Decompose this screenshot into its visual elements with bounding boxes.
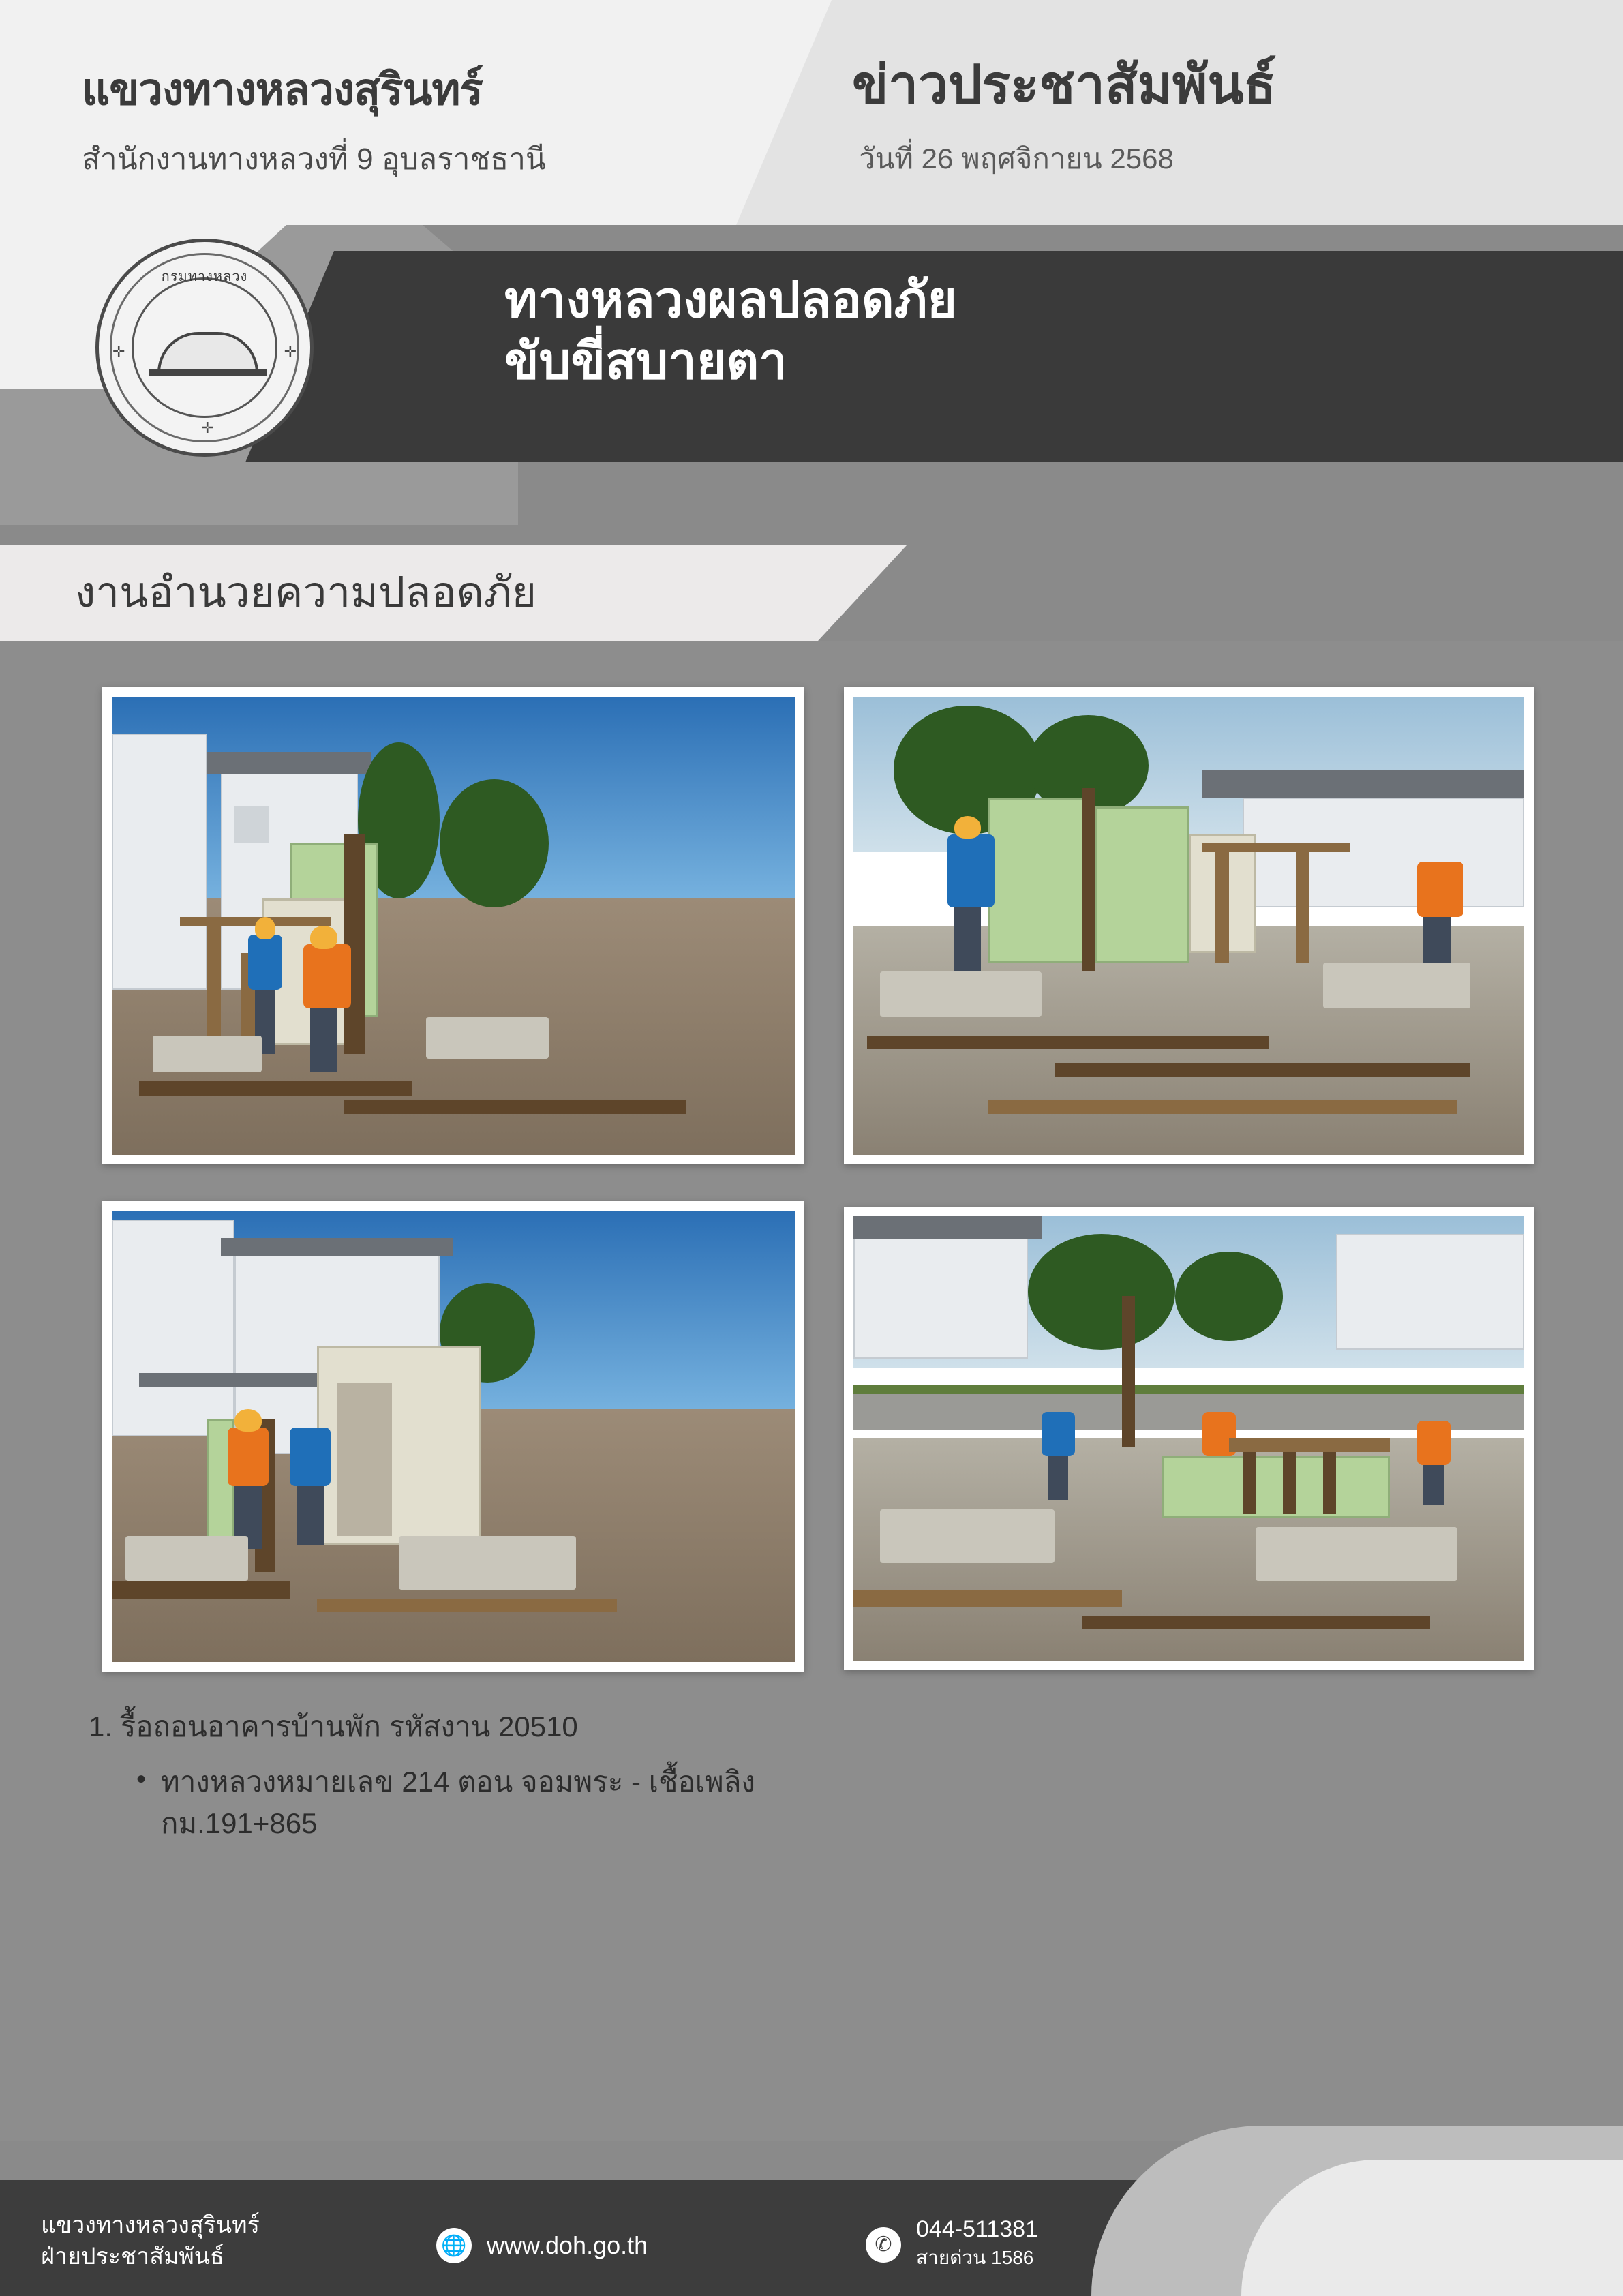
footer-org-line-2: ฝ่ายประชาสัมพันธ์ <box>41 2244 224 2270</box>
slogan-line-1: ทางหลวงผลปลอดภัย <box>504 271 957 328</box>
slogan-text <box>504 269 1527 393</box>
news-date: วันที่ 26 พฤศจิกายน 2568 <box>859 142 1174 175</box>
photo-demolition-site-overview <box>844 1207 1534 1670</box>
seal-caption: กรมทางหลวง <box>161 269 248 284</box>
footer-website-label[interactable]: www.doh.go.th <box>487 2231 648 2259</box>
header-news-block <box>852 42 1575 181</box>
header-org-block <box>82 55 729 183</box>
caption-item-number: 1. <box>89 1710 113 1742</box>
bullet-dot-icon: • <box>136 1764 147 1794</box>
doh-seal-icon <box>95 239 314 457</box>
caption-item-text: รื้อถอนอาคารบ้านพัก รหัสงาน 20510 <box>120 1710 578 1742</box>
footer-org-line-1: แขวงทางหลวงสุรินทร์ <box>41 2212 260 2239</box>
section-banner-label: งานอำนวยความปลอดภัย <box>75 569 537 616</box>
footer-org-block <box>41 2210 260 2273</box>
photo-demolition-toilet-block <box>102 1201 804 1672</box>
caption-block <box>89 1704 1316 1845</box>
caption-bullet-line-1: ทางหลวงหมายเลข 214 ตอน จอมพระ - เชื้อเพลิง <box>161 1766 755 1798</box>
photo-demolition-wall-lift <box>102 687 804 1164</box>
footer-website[interactable] <box>436 2228 648 2263</box>
photo-demolition-green-wall <box>844 687 1534 1164</box>
caption-bullet-line-2: กม.191+865 <box>161 1807 318 1839</box>
caption-bullet-row <box>89 1762 1316 1845</box>
seal-cross-bottom: ✛ <box>201 419 214 436</box>
footer-phone[interactable] <box>866 2216 1038 2273</box>
seal-bridge-deck <box>149 369 267 376</box>
seal-cross-left: ✛ <box>112 343 125 360</box>
news-title: ข่าวประชาสัมพันธ์ <box>852 55 1277 115</box>
slogan-line-2: ขับขี่สบายตา <box>504 333 787 390</box>
footer-hotline[interactable]: สายด่วน 1586 <box>916 2247 1034 2268</box>
caption-item <box>89 1704 1316 1749</box>
org-office: สำนักงานทางหลวงที่ 9 อุบลราชธานี <box>82 142 546 176</box>
seal-cross-right: ✛ <box>284 343 297 360</box>
globe-icon: 🌐 <box>436 2228 472 2263</box>
org-name: แขวงทางหลวงสุรินทร์ <box>82 65 483 114</box>
footer-phone-number[interactable]: 044-511381 <box>916 2216 1038 2242</box>
phone-icon: ✆ <box>866 2227 901 2263</box>
